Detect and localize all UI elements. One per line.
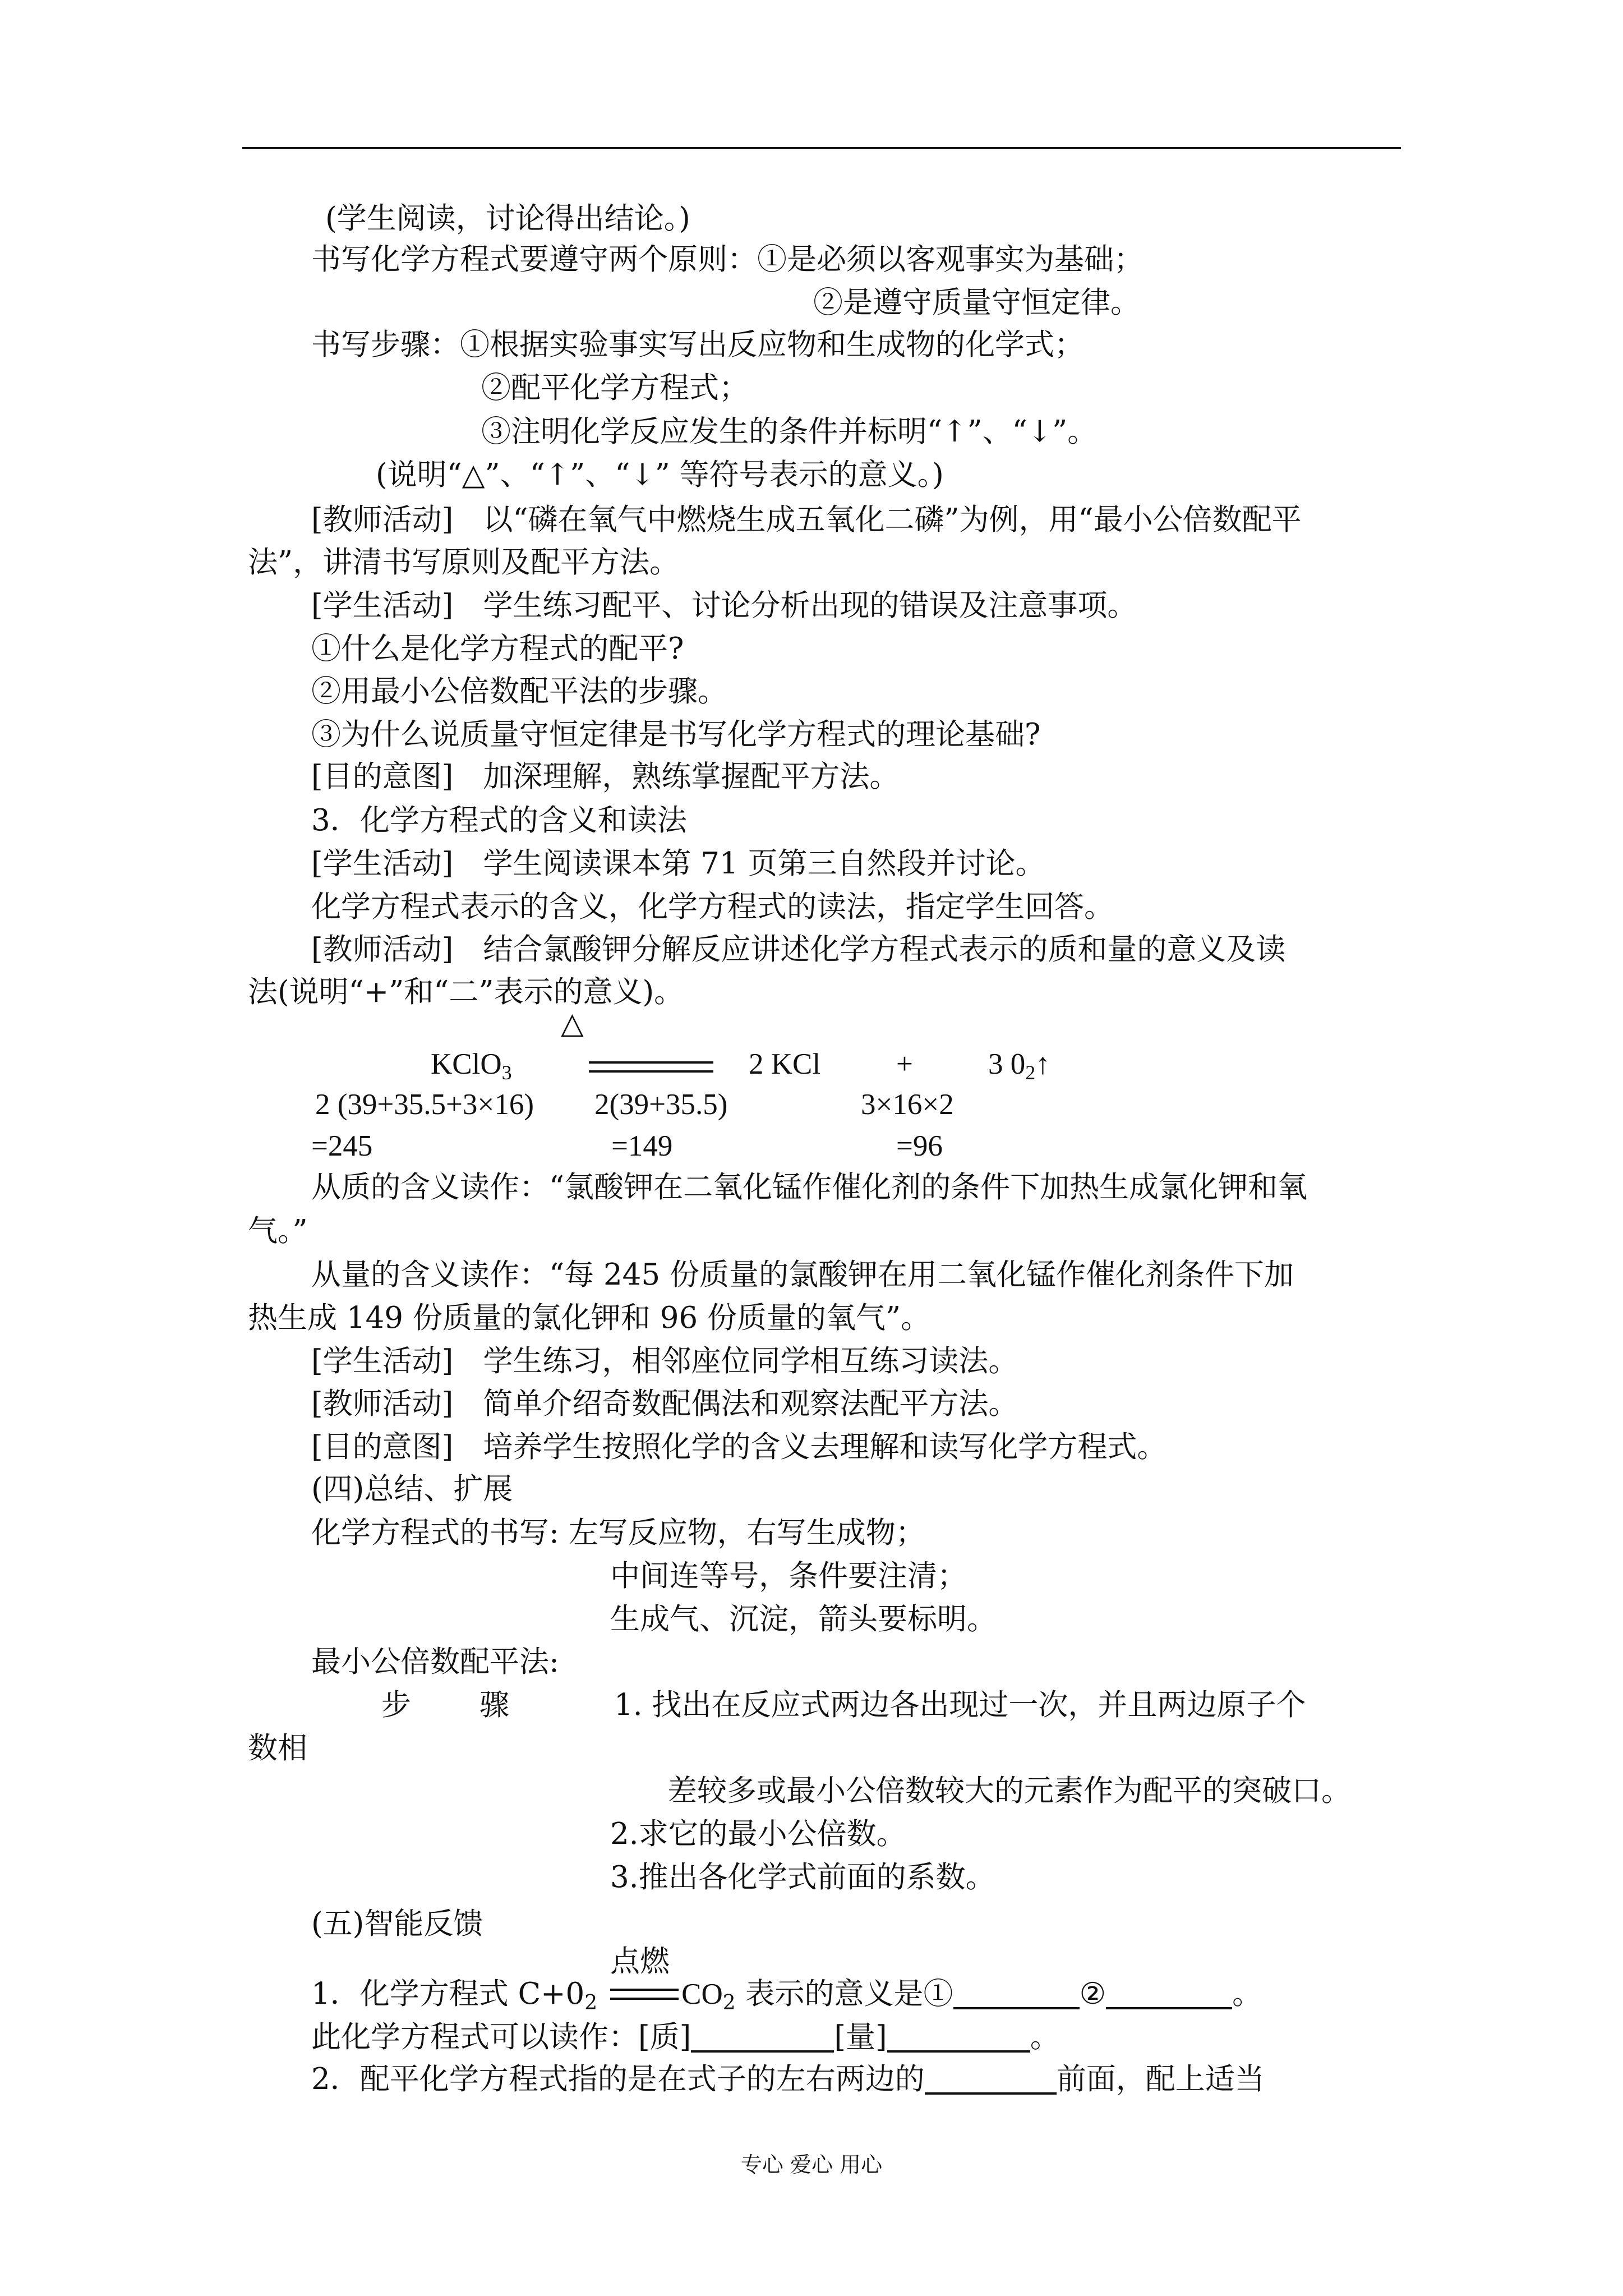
text-line: 热生成 149 份质量的氯化钾和 96 份质量的氧气”。: [248, 1301, 931, 1335]
text-line: 书写化学方程式要遵守两个原则：①是必须以客观事实为基础；: [311, 242, 1144, 277]
text-line: 生成气、沉淀，箭头要标明。: [610, 1602, 997, 1636]
text-line: 法(说明“+”和“二”表示的意义)。: [248, 975, 684, 1009]
text-line: ②是遵守质量守恒定律。: [813, 286, 1140, 320]
equation-equals-sign: [610, 1989, 679, 2000]
text-line: 法”，讲清书写原则及配平方法。: [248, 545, 680, 579]
equation-plus: +: [896, 1048, 913, 1080]
answer-blank[interactable]: [691, 2023, 834, 2053]
text-line: [学生活动] 学生练习，相邻座位同学相互练习读法。: [311, 1344, 1018, 1378]
mass-expression: 2(39+35.5): [594, 1088, 728, 1121]
text-line: (学生阅读，讨论得出结论。): [325, 201, 690, 236]
text-line: [学生活动] 学生阅读课本第 71 页第三自然段并讨论。: [311, 846, 1045, 881]
text-line: [教师活动] 简单介绍奇数配偶法和观察法配平方法。: [311, 1387, 1018, 1421]
text-line: 中间连等号，条件要注清；: [610, 1559, 967, 1593]
text-line: 步: [381, 1688, 411, 1722]
text-line: ①什么是化学方程式的配平?: [311, 632, 684, 666]
text-line: 最小公倍数配平法:: [311, 1645, 559, 1679]
text-line: [教师活动] 结合氯酸钾分解反应讲述化学方程式表示的质和量的意义及读: [311, 932, 1286, 967]
question-2: 2．配平化学方程式指的是在式子的左右两边的 前面，配上适当: [311, 2062, 1265, 2096]
mass-value: =96: [896, 1130, 943, 1162]
header-rule: [242, 147, 1401, 149]
text-line: ②用最小公倍数配平法的步骤。: [311, 674, 727, 708]
answer-blank[interactable]: [1106, 1980, 1232, 2009]
question-1: 1．化学方程式 $C+0_2$ $CO_2$ 表示的意义是① ② 。: [311, 1977, 1262, 2014]
text-line: 2.求它的最小公倍数。: [610, 1817, 906, 1851]
text-line: 数相: [248, 1731, 307, 1765]
ignite-condition-label: 点燃: [610, 1944, 670, 1978]
mass-value: =149: [611, 1130, 673, 1162]
answer-blank[interactable]: [887, 2023, 1030, 2053]
answer-blank[interactable]: [953, 1980, 1080, 2009]
mass-expression: 3×16×2: [861, 1088, 954, 1121]
text-line: 化学方程式表示的含义，化学方程式的读法，指定学生回答。: [311, 890, 1114, 924]
mass-expression: 2 (39+35.5+3×16): [315, 1088, 534, 1121]
text-line: 气。”: [248, 1214, 308, 1248]
text-line: ③注明化学反应发生的条件并标明“↑”、“↓”。: [481, 415, 1098, 449]
text-line: 3.推出各化学式前面的系数。: [610, 1860, 995, 1894]
mass-value: =245: [311, 1130, 373, 1162]
text-line: 从量的含义读作：“每 245 份质量的氯酸钾在用二氧化锰作催化剂条件下加: [311, 1258, 1294, 1292]
equation-reactant: KClO$_3$: [431, 1048, 512, 1084]
text-line: ③为什么说质量守恒定律是书写化学方程式的理论基础?: [311, 717, 1041, 752]
text-line: ②配平化学方程式；: [481, 371, 749, 405]
text-line: 书写步骤：①根据实验事实写出反应物和生成物的化学式；: [311, 328, 1084, 362]
text-line: 骤: [479, 1688, 509, 1722]
text-line: [目的意图] 培养学生按照化学的含义去理解和读写化学方程式。: [311, 1430, 1167, 1464]
page-footer: 专心 爱心 用心: [740, 2152, 883, 2177]
section-heading: (四)总结、扩展: [311, 1472, 513, 1506]
equation-product-o2: 3 $0_2↑$: [988, 1048, 1050, 1084]
equation-equals-sign: [589, 1061, 713, 1073]
text-line: [教师活动] 以“磷在氧气中燃烧生成五氧化二磷”为例，用“最小公倍数配平: [311, 503, 1302, 537]
section-heading: (五)智能反馈: [311, 1907, 483, 1941]
answer-blank[interactable]: [925, 2065, 1057, 2095]
text-line: 化学方程式的书写: 左写反应物，右写生成物；: [311, 1516, 925, 1550]
heat-condition-symbol: △: [561, 1006, 584, 1041]
question-1-reading: 此化学方程式可以读作：[质] [量] 。: [311, 2020, 1060, 2054]
text-line: [学生活动] 学生练习配平、讨论分析出现的错误及注意事项。: [311, 588, 1137, 623]
equation-product-kcl: 2 KCl: [749, 1048, 821, 1080]
text-line: 1. 找出在反应式两边各出现过一次，并且两边原子个: [614, 1688, 1306, 1722]
text-line: 从质的含义读作：“氯酸钾在二氧化锰作催化剂的条件下加热生成氯化钾和氧: [311, 1170, 1308, 1204]
text-line: [目的意图] 加深理解，熟练掌握配平方法。: [311, 760, 900, 794]
text-line: 差较多或最小公倍数较大的元素作为配平的突破口。: [667, 1774, 1351, 1808]
section-heading: 3．化学方程式的含义和读法: [311, 803, 687, 838]
text-line: (说明“△”、“↑”、“↓” 等符号表示的意义。): [376, 458, 944, 492]
